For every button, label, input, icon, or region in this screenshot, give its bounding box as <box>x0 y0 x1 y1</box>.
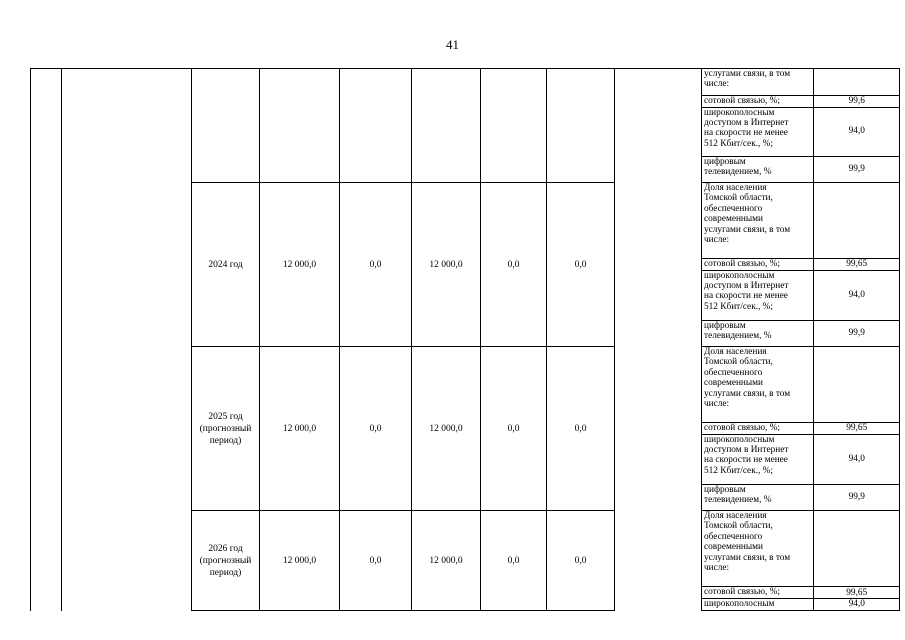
indicator-value: 99,9 <box>813 484 900 510</box>
period-cell: 2025 год (прогнозный период) <box>192 347 260 511</box>
federal-budget-cell: 0,0 <box>340 511 412 611</box>
total-amount-cell <box>260 69 340 183</box>
extrabudgetary-cell: 0,0 <box>547 511 615 611</box>
indicator-row <box>702 599 900 610</box>
indicators-table <box>702 347 900 510</box>
regional-budget-cell: 12 000,0 <box>412 183 481 347</box>
indicator-row <box>702 587 900 599</box>
indicators-cell <box>702 183 900 347</box>
program-table <box>30 68 900 611</box>
indicator-row <box>702 156 900 182</box>
page-number: 41 <box>446 37 459 52</box>
indicator-label: цифровым телевидением, % <box>702 320 813 346</box>
indicator-label: Доля населения Томской области, обеспеченного современными услугами связи, в том числе: <box>702 183 813 258</box>
indicator-row <box>702 183 900 258</box>
indicators-table <box>702 511 900 610</box>
indicator-row <box>702 422 900 434</box>
indicators-cell <box>702 511 900 611</box>
indicator-label: Доля населения Томской области, обеспеченного современными услугами связи, в том числе: <box>702 511 813 587</box>
indicator-row <box>702 69 900 95</box>
total-amount-cell: 12 000,0 <box>260 347 340 511</box>
indicator-row <box>702 347 900 422</box>
indicator-value <box>813 183 900 258</box>
number-column-cell <box>31 69 62 611</box>
federal-budget-cell: 0,0 <box>340 183 412 347</box>
regional-budget-cell: 12 000,0 <box>412 347 481 511</box>
indicator-row <box>702 258 900 270</box>
municipal-budget-cell: 0,0 <box>481 183 547 347</box>
municipal-budget-cell: 0,0 <box>481 347 547 511</box>
indicator-row <box>702 95 900 107</box>
period-cell: 2024 год <box>192 183 260 347</box>
municipal-budget-cell <box>481 69 547 183</box>
indicator-value: 99,6 <box>813 95 900 107</box>
indicator-value: 94,0 <box>813 599 900 610</box>
indicator-value: 99,9 <box>813 156 900 182</box>
indicator-value: 94,0 <box>813 270 900 320</box>
indicator-value <box>813 69 900 95</box>
indicator-label: сотовой связью, %; <box>702 95 813 107</box>
indicator-value: 99,65 <box>813 587 900 599</box>
indicator-row <box>702 107 900 156</box>
total-amount-cell: 12 000,0 <box>260 183 340 347</box>
activity-name-cell <box>62 69 192 611</box>
indicator-value <box>813 347 900 422</box>
indicator-label: широкополосным доступом в Интернет на скорости не менее 512 Кбит/сек., %; <box>702 434 813 484</box>
table-row <box>31 69 900 183</box>
extrabudgetary-cell: 0,0 <box>547 183 615 347</box>
indicator-value: 99,9 <box>813 320 900 346</box>
period-cell <box>192 69 260 183</box>
extrabudgetary-cell <box>547 69 615 183</box>
indicator-label: Доля населения Томской области, обеспеченного современными услугами связи, в том числе: <box>702 347 813 422</box>
indicator-value <box>813 511 900 587</box>
regional-budget-cell: 12 000,0 <box>412 511 481 611</box>
indicator-label: широкополосным доступом в Интернет на скорости не менее 512 Кбит/сек., %; <box>702 107 813 156</box>
indicator-value: 94,0 <box>813 434 900 484</box>
extrabudgetary-cell: 0,0 <box>547 347 615 511</box>
indicator-row <box>702 270 900 320</box>
indicator-row <box>702 320 900 346</box>
indicator-label: широкополосным <box>702 599 813 610</box>
indicator-value: 99,65 <box>813 422 900 434</box>
indicators-table <box>702 183 900 346</box>
indicator-value: 94,0 <box>813 107 900 156</box>
indicators-table <box>702 69 900 182</box>
indicator-label: широкополосным доступом в Интернет на скорости не менее 512 Кбит/сек., %; <box>702 270 813 320</box>
federal-budget-cell: 0,0 <box>340 347 412 511</box>
indicator-label: цифровым телевидением, % <box>702 156 813 182</box>
period-cell: 2026 год (прогнозный период) <box>192 511 260 611</box>
regional-budget-cell <box>412 69 481 183</box>
indicator-row <box>702 434 900 484</box>
total-amount-cell: 12 000,0 <box>260 511 340 611</box>
indicator-row <box>702 511 900 587</box>
indicator-label: сотовой связью, %; <box>702 587 813 599</box>
indicators-cell <box>702 69 900 183</box>
indicator-label: цифровым телевидением, % <box>702 484 813 510</box>
indicator-label: услугами связи, в том числе: <box>702 69 813 95</box>
federal-budget-cell <box>340 69 412 183</box>
indicator-label: сотовой связью, %; <box>702 422 813 434</box>
municipal-budget-cell: 0,0 <box>481 511 547 611</box>
indicators-cell <box>702 347 900 511</box>
indicator-row <box>702 484 900 510</box>
executor-cell <box>615 69 702 611</box>
indicator-label: сотовой связью, %; <box>702 258 813 270</box>
indicator-value: 99,65 <box>813 258 900 270</box>
